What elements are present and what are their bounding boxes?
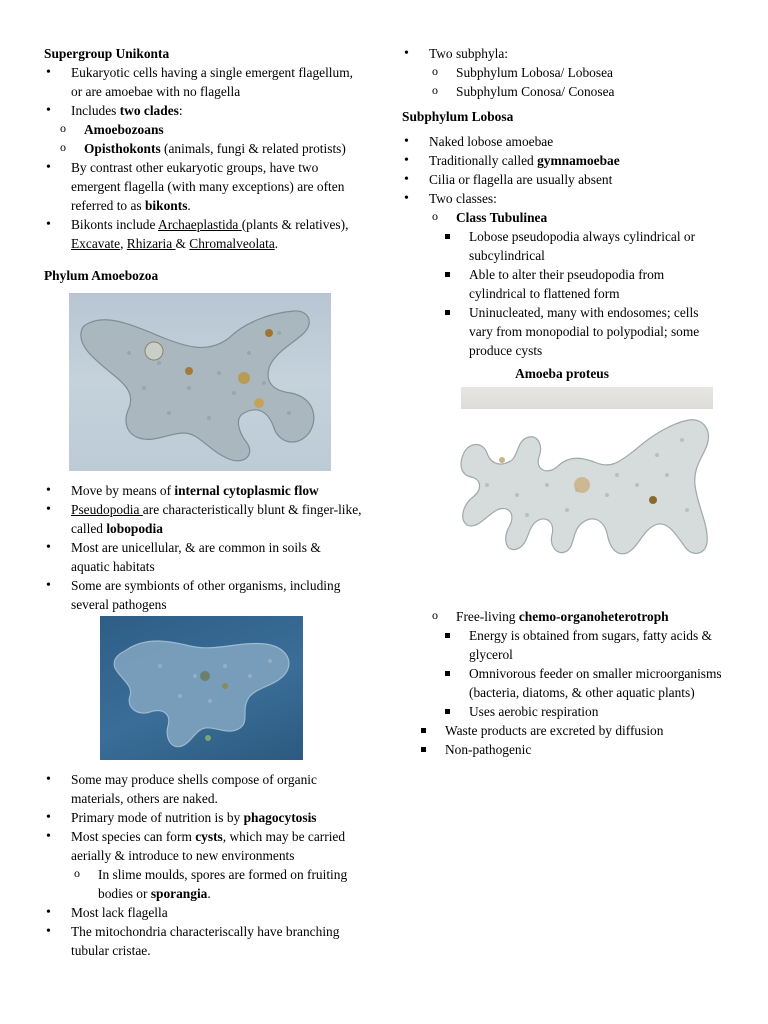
list-item: • Some are symbionts of other organisms, including several pathogens [44,576,362,614]
sublist-item: o Subphylum Lobosa/ Lobosea [414,63,722,82]
list-item: • Two subphyla: [402,44,722,63]
link-archaeplastida[interactable]: Archaeplastida [158,217,242,232]
link-rhizaria[interactable]: Rhizaria [126,236,176,251]
list-item: • Bikonts include Archaeplastida (plants & relatives), Excavate, Rhizaria & Chromalveolata. [44,215,362,253]
link-chromalveolata[interactable]: Chromalveolata [189,236,275,251]
sublist-item: o Amoebozoans [42,120,362,139]
sublist-item: o Subphylum Conosa/ Conosea [414,82,722,101]
sublist-item: Energy is obtained from sugars, fatty acids & glycerol [414,626,722,664]
list-item: • By contrast other eukaryotic groups, have two emergent flagella (with many exceptions) are often referred to as bikonts. [44,158,362,215]
list-item: • Eukaryotic cells having a single emergent flagellum, or are amoebae with no flagella [44,63,362,101]
amoeba-proteus-photo [457,415,715,585]
amoeba-photo-1 [69,293,331,471]
sublist-item: o Class Tubulinea [414,208,722,227]
list-item: • Cilia or flagella are usually absent [402,170,722,189]
list-item: • Most lack flagella [44,903,362,922]
sublist-item: o Opisthokonts (animals, fungi & related protists) [42,139,362,158]
sublist-item: Uninucleated, many with endosomes; cells vary from monopodial to polypodial; some produce cysts [414,303,722,360]
link-pseudopodia[interactable]: Pseudopodia [71,502,143,517]
sublist-item: o Free-living chemo-organoheterotroph [414,607,722,626]
list-item: • Two classes: [402,189,722,208]
image-caption: Amoeba proteus [515,366,609,381]
list-item: • Most species can form cysts, which may be carried aerially & introduce to new environments [44,827,362,865]
list-item: • Most are unicellular, & are common in soils & aquatic habitats [44,538,362,576]
list-item: • Naked lobose amoebae [402,132,722,151]
list-item: • Move by means of internal cytoplasmic flow [44,481,362,500]
list-item: • Includes two clades: [44,101,362,120]
image-strip [461,387,713,409]
right-column [402,44,722,759]
unikonta-list [44,63,362,120]
sublist-item: Uses aerobic respiration [414,702,722,721]
amoeba-photo-2 [100,616,303,760]
sublist-item: Omnivorous feeder on smaller microorganisms (bacteria, diatoms, & other aquatic plants) [414,664,722,702]
sublist-item: Lobose pseudopodia always cylindrical or subcylindrical [414,227,722,265]
left-column [44,44,362,960]
list-item: • Pseudopodia are characteristically blunt & finger-like, called lobopodia [44,500,362,538]
heading-phylum-amoebozoa: Phylum Amoebozoa [44,268,159,283]
list-item: • Some may produce shells compose of organic materials, others are naked. [44,770,362,808]
sublist-item: Able to alter their pseudopodia from cylindrical to flattened form [414,265,722,303]
sublist-item: o In slime moulds, spores are formed on fruiting bodies or sporangia. [56,865,362,903]
list-item: Waste products are excreted by diffusion [418,721,722,740]
list-item: • Primary mode of nutrition is by phagocytosis [44,808,362,827]
list-item: Non-pathogenic [418,740,722,759]
link-excavate[interactable]: Excavate [71,236,121,251]
list-item: • The mitochondria characteriscally have branching tubular cristae. [44,922,362,960]
list-item: • Traditionally called gymnamoebae [402,151,722,170]
heading-subphylum-lobosa: Subphylum Lobosa [402,109,514,124]
heading-supergroup-unikonta: Supergroup Unikonta [44,46,170,61]
clades-sublist [42,120,362,158]
